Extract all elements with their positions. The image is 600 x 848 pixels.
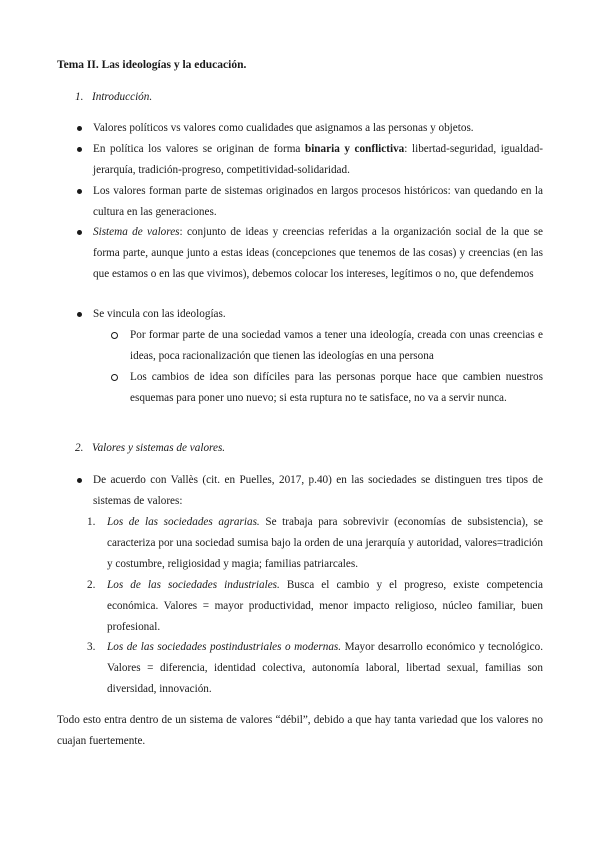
italic-term: Los de las sociedades industriales. [107,579,280,591]
page-title: Tema II. Las ideologías y la educación. [57,59,247,71]
bullet-text: Los valores forman parte de sistemas originados en largos procesos históricos: van quedando en la cultura en las generaciones. [93,185,543,218]
bold-emphasis: binaria y conflictiva [304,143,405,155]
section-heading-valores [75,438,225,459]
sub-bullet-item [130,325,543,367]
item-text: Se trabaja para sobrevivir (economías de subsistencia), se caracteriza por una sociedad sumisa bajo la orden de una jerarquía y autoridad, valores=tradición y costumbre, religiosidad y magia; familias patriarcales. [107,516,543,570]
sub-bullet-text: Por formar parte de una sociedad vamos a tener una ideología, creada con unas creencias e ideas, poca racionalización que tienen las ideologías en una persona [130,329,543,362]
bullet-item [93,139,543,181]
sub-bullet-item [130,367,543,409]
italic-term: Sistema de valores [93,226,180,238]
italic-term: Los de las sociedades agrarias. [107,516,260,528]
section-heading-introduccion [75,87,152,108]
bullet-text: De acuerdo con Vallès (cit. en Puelles, 2017, p.40) en las sociedades se distinguen tres tipos de sistemas de valores: [93,474,543,507]
paragraph-text: Todo esto entra dentro de un sistema de valores “débil”, debido a que hay tanta variedad que los valores no cuajan fuertemente. [57,714,543,747]
section-title: Valores y sistemas de valores. [92,442,226,454]
sub-bullet-text: Los cambios de idea son difíciles para las personas porque hace que cambien nuestros esquemas para poner uno nuevo; si esta ruptura no te satisface, no va a servir nunca. [130,371,543,404]
bullet-text: Valores políticos vs valores como cualidades que asignamos a las personas y objetos. [93,122,474,134]
numbered-item [87,512,543,574]
bullet-item [93,470,543,512]
numbered-item [87,575,543,637]
section-number: 1. [75,91,84,103]
bullet-text: : conjunto de ideas y creencias referidas a la organización social de la que se forma parte, aunque junto a estas ideas (concepciones que tenemos de las cosas) y creencias (en las que estamos o en las que vivimos), debemos colocar los intereses, legítimos o no, que defendemos [93,226,543,280]
bullet-text: Se vincula con las ideologías. [93,308,226,320]
bullet-text: : libertad-seguridad, igualdad-jerarquía, tradición-progreso, competitividad-solidaridad. [93,143,544,176]
item-number: 1. [87,516,96,528]
section-title: Introducción. [92,91,153,103]
numbered-item [87,637,543,699]
bullet-item [93,304,543,325]
bullet-item [93,181,543,223]
bullet-item [93,222,543,284]
item-text: Mayor desarrollo económico y tecnológico. Valores = diferencia, identidad colectiva, autonomía laboral, libertad sexual, familias son diversidad, innovación. [107,641,543,695]
italic-term: Los de las sociedades postindustriales o modernas. [107,641,342,653]
item-number: 3. [87,641,96,653]
item-text: Busca el cambio y el progreso, existe competencia económica. Valores = mayor productividad, menor impacto religioso, núcleo familiar, buen profesional. [107,579,543,633]
closing-paragraph [57,710,543,752]
item-number: 2. [87,579,96,591]
bullet-text: En política los valores se originan de forma [93,143,305,155]
bullet-item [93,118,543,139]
section-number: 2. [75,442,84,454]
